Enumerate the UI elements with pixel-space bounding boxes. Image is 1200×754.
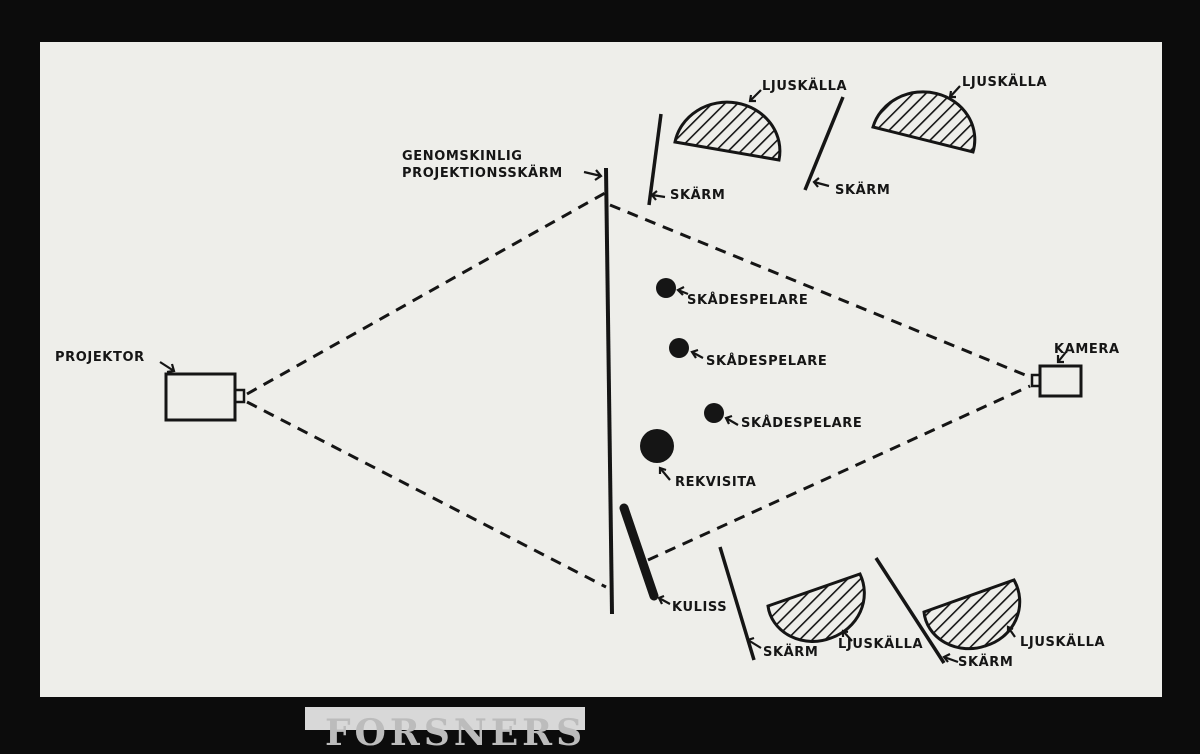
props-dot [640,429,674,463]
collection-stamp [305,707,587,754]
label-screen-line2: PROJEKTIONSSKÄRM [402,166,563,181]
label-light-source-top-left: LJUSKÄLLA [762,79,848,94]
actor-dot-3 [704,403,724,423]
label-actor-2: SKÅDESPELARE [706,354,828,369]
label-shield-top-left: SKÄRM [670,188,726,203]
label-shield-bottom-left: SKÄRM [763,645,819,660]
label-camera: KAMERA [1054,342,1120,357]
label-shield-top-right: SKÄRM [835,183,891,198]
actor-dot-2 [669,338,689,358]
label-actor-3: SKÅDESPELARE [741,416,863,431]
label-shield-bottom-right: SKÄRM [958,655,1014,670]
label-actor-1: SKÅDESPELARE [687,293,809,308]
label-props: REKVISITA [675,475,757,490]
label-light-source-bottom-left: LJUSKÄLLA [838,637,924,652]
stamp-text: FORSNERS [325,712,587,754]
label-screen-line1: GENOMSKINLIG [402,149,523,164]
label-light-source-top-right: LJUSKÄLLA [962,75,1048,90]
label-backdrop: KULISS [672,600,728,615]
label-light-source-bottom-right: LJUSKÄLLA [1020,635,1106,650]
label-projector: PROJEKTOR [55,350,145,365]
actor-dot-1 [656,278,676,298]
